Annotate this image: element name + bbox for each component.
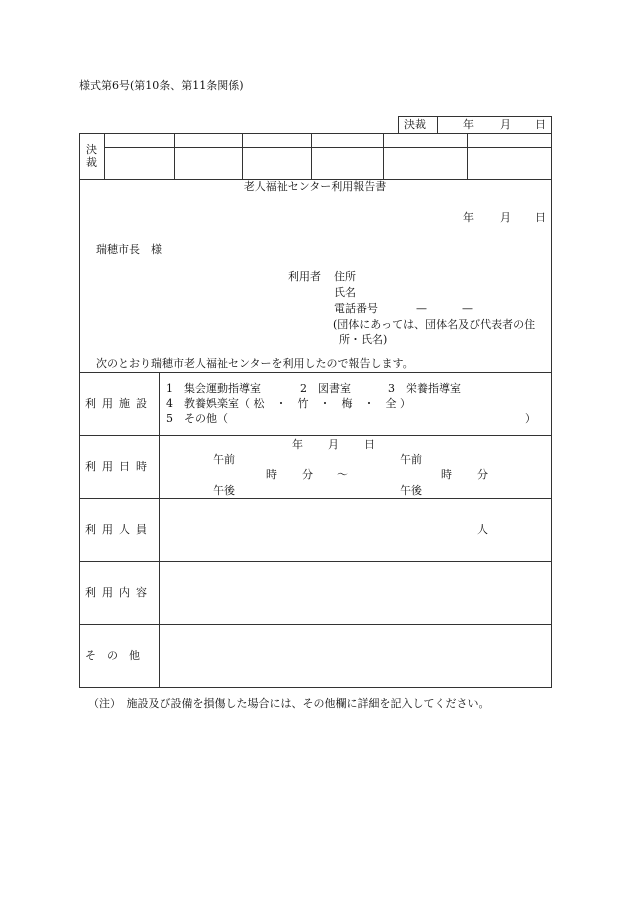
start-hour: 時	[266, 468, 277, 481]
datetime-day: 日	[364, 438, 375, 451]
date-year: 年	[463, 211, 474, 224]
facility-option-4: 4 教養娯楽室（ 松 ・ 竹 ・ 梅 ・ 全 ）	[166, 397, 411, 410]
start-minute: 分	[302, 468, 313, 481]
start-pm: 午後	[213, 484, 235, 497]
facility-row-label: 利用施設	[85, 397, 153, 410]
stamp-grid-col	[311, 133, 312, 180]
other-row-label: そ の 他	[85, 649, 140, 662]
phone-dash-1: —	[416, 302, 427, 315]
approval-label: 決裁	[404, 118, 426, 131]
table-top-line	[79, 372, 552, 373]
facility-option-1: 1 集会運動指導室	[166, 382, 261, 395]
stamp-grid-col	[467, 133, 468, 180]
phone-dash-2: —	[462, 302, 473, 315]
end-minute: 分	[477, 468, 488, 481]
form-title: 老人福祉センター利用報告書	[243, 180, 387, 193]
group-note-line-1: (団体にあっては、団体名及び代表者の住	[333, 318, 536, 331]
approval-year: 年	[463, 118, 474, 131]
end-pm: 午後	[400, 484, 422, 497]
datetime-year: 年	[292, 438, 303, 451]
facility-option-5-close: ）	[525, 412, 536, 425]
table-row-divider	[79, 435, 552, 436]
group-note-line-2: 所・氏名)	[339, 333, 388, 346]
people-row-label: 利用人員	[85, 523, 153, 536]
approval-day: 日	[535, 118, 546, 131]
time-range-tilde: ～	[337, 468, 348, 481]
approval-side-label-1: 決	[86, 143, 97, 156]
addressee: 瑞穂市長 様	[96, 243, 162, 256]
stamp-grid-col	[174, 133, 175, 180]
end-am: 午前	[400, 453, 422, 466]
facility-option-3: 3 栄養指導室	[388, 382, 461, 395]
people-unit: 人	[477, 523, 488, 536]
label-column-divider	[159, 372, 160, 688]
user-address-label: 住所	[334, 270, 356, 283]
date-month: 月	[500, 211, 511, 224]
stamp-grid-row-divider	[104, 147, 552, 148]
approval-date-divider	[437, 116, 438, 134]
approval-month: 月	[500, 118, 511, 131]
approval-stamp-grid	[79, 133, 552, 180]
user-name-label: 氏名	[334, 286, 356, 299]
facility-option-2: 2 図書室	[300, 382, 351, 395]
date-day: 日	[535, 211, 546, 224]
end-hour: 時	[441, 468, 452, 481]
user-label: 利用者	[288, 270, 321, 283]
intro-sentence: 次のとおり瑞穂市老人福祉センターを利用したので報告します。	[96, 357, 414, 370]
stamp-grid-col	[104, 133, 105, 180]
datetime-row-label: 利用日時	[85, 460, 153, 473]
start-am: 午前	[213, 453, 235, 466]
table-row-divider	[79, 624, 552, 625]
form-number-caption: 様式第6号(第10条、第11条関係)	[79, 79, 244, 92]
table-row-divider	[79, 561, 552, 562]
approval-side-label-2: 裁	[86, 156, 97, 169]
datetime-month: 月	[328, 438, 339, 451]
stamp-grid-col	[383, 133, 384, 180]
facility-option-5: 5 その他（	[166, 412, 228, 425]
footnote: （注） 施設及び設備を損傷した場合には、その他欄に詳細を記入してください。	[88, 697, 490, 710]
stamp-grid-col	[242, 133, 243, 180]
content-row-label: 利用内容	[85, 586, 153, 599]
user-phone-label: 電話番号	[334, 302, 378, 315]
table-row-divider	[79, 498, 552, 499]
